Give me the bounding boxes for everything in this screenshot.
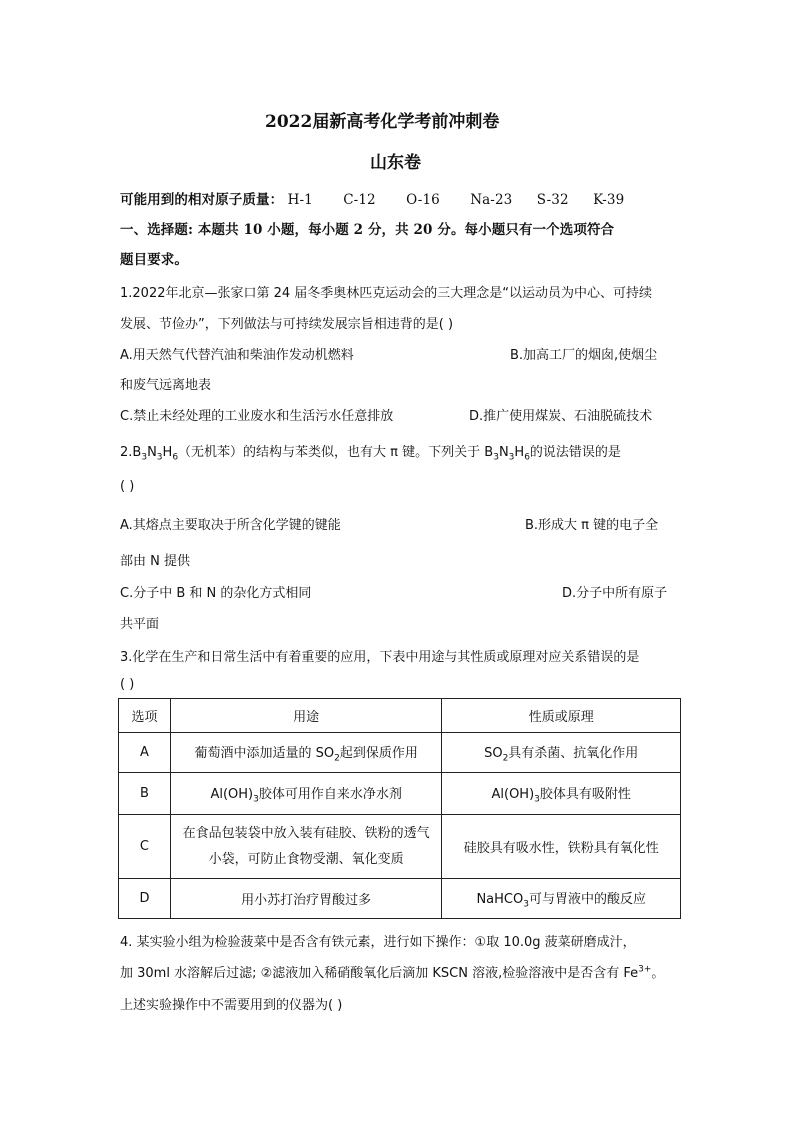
table-header-row bbox=[119, 699, 681, 733]
q2-option-b-cont: 部由 N 提供 bbox=[120, 554, 190, 569]
q2-option-d-cont: 共平面 bbox=[120, 617, 160, 632]
table-cell-option: B bbox=[119, 773, 171, 815]
q2-option-b: B.形成大 π 键的电子全 bbox=[525, 518, 659, 533]
q2-option-a: A.其熔点主要取决于所含化学键的键能 bbox=[120, 518, 341, 533]
q1-option-d: D.推广使用煤炭、石油脱硫技术 bbox=[469, 409, 653, 424]
atomic-masses-label: 可能用到的相对原子质量： bbox=[120, 192, 284, 208]
q4-stem-line3: 上述实验操作中不需要用到的仪器为( ) bbox=[120, 998, 343, 1013]
table-cell-property: $Al(OH)_3$胶体具有吸附性 bbox=[442, 773, 681, 815]
table-cell-property: NaHCO$_3$可与胃液中的酸反应 bbox=[442, 879, 681, 919]
table-cell-option: C bbox=[119, 815, 171, 879]
atomic-mass-item: S-32 bbox=[536, 192, 569, 208]
table-cell-use: 在食品包装袋中放入装有硅胶、铁粉的透气 小袋，可防止食物受潮、氧化变质 bbox=[170, 815, 441, 879]
table-cell-property: $SO_2$具有杀菌、抗氧化作用 bbox=[442, 733, 681, 773]
q2-option-d: D.分子中所有原子 bbox=[562, 586, 668, 601]
table-row bbox=[119, 773, 681, 815]
q4-stem-line1: 4. 某实验小组为检验菠菜中是否含有铁元素，进行如下操作：①取 10.0g 菠菜研磨成汁， bbox=[120, 935, 636, 950]
table-cell-option: D bbox=[119, 879, 171, 919]
table-cell-option: A bbox=[119, 733, 171, 773]
q1-option-a: A.用天然气代替汽油和柴油作发动机燃料 bbox=[120, 348, 354, 363]
atomic-mass-item: O-16 bbox=[406, 192, 440, 208]
atomic-mass-item: H-1 bbox=[287, 192, 313, 208]
q1-option-b-cont: 和废气远离地表 bbox=[120, 378, 212, 393]
q2-answer-paren: ( ) bbox=[120, 479, 135, 494]
table-header: 选项 bbox=[119, 699, 171, 733]
q1-option-b: B.加高工厂的烟囱,使烟尘 bbox=[510, 348, 658, 363]
page-title: 2022届新高考化学考前冲刺卷 bbox=[265, 112, 500, 132]
atomic-mass-item: K-39 bbox=[593, 192, 625, 208]
section1-heading-line2: 题目要求。 bbox=[120, 252, 188, 268]
table-cell-use: 用小苏打治疗胃酸过多 bbox=[170, 879, 441, 919]
q3-table bbox=[118, 698, 681, 919]
q3-answer-paren: ( ) bbox=[120, 677, 135, 692]
q1-option-c: C.禁止未经处理的工业废水和生活污水任意排放 bbox=[120, 409, 394, 424]
atomic-mass-item: C-12 bbox=[343, 192, 376, 208]
q1-stem-line1: 1.2022年北京—张家口第 24 届冬季奥林匹克运动会的三大理念是“以运动员为中心、可持续 bbox=[120, 286, 653, 301]
section1-heading-line1: 一、选择题: 本题共 10 小题，每小题 2 分，共 20 分。每小题只有一个选项符合 bbox=[120, 222, 615, 238]
atomic-masses-line bbox=[120, 188, 624, 208]
table-cell-use: $Al(OH)_3$胶体可用作自来水净水剂 bbox=[170, 773, 441, 815]
q1-stem-line2: 发展、节俭办”，下列做法与可持续发展宗旨相违背的是( ) bbox=[120, 317, 454, 332]
page-subtitle: 山东卷 bbox=[370, 153, 421, 173]
table-cell-use: 葡萄酒中添加适量的 $SO_2$起到保质作用 bbox=[170, 733, 441, 773]
q3-stem-line1: 3.化学在生产和日常生活中有着重要的应用，下表中用途与其性质或原理对应关系错误的是 bbox=[120, 650, 640, 665]
q2-stem-line1: $2.B_3N_3H_6$（无机苯）的结构与苯类似，也有大 π 键。下列关于 $B_3N_3H_6$的说法错误的是 bbox=[120, 445, 621, 463]
table-row bbox=[119, 815, 681, 879]
table-cell-property: 硅胶具有吸水性，铁粉具有氧化性 bbox=[442, 815, 681, 879]
table-header: 性质或原理 bbox=[442, 699, 681, 733]
q4-stem-line2: 加 30ml 水溶解后过滤; ②滤液加入稀硝酸氧化后滴加 KSCN 溶液,检验溶液中是否含有 $Fe^{3+}$。 bbox=[120, 964, 665, 981]
table-row bbox=[119, 733, 681, 773]
table-row bbox=[119, 879, 681, 919]
q2-option-c: C.分子中 B 和 N 的杂化方式相同 bbox=[120, 586, 312, 601]
table-header: 用途 bbox=[170, 699, 441, 733]
atomic-mass-item: Na-23 bbox=[470, 192, 513, 208]
